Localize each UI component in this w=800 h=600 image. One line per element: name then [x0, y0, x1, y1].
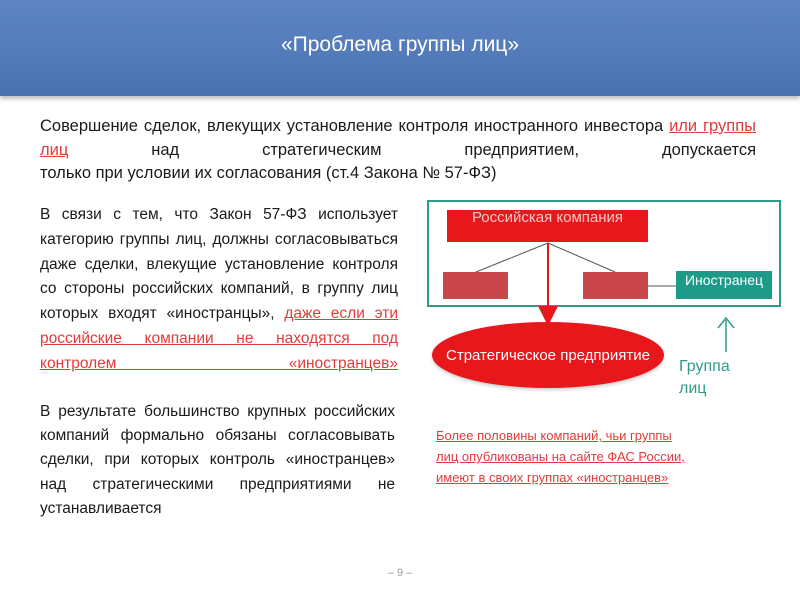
- intro-text-3: только при условии их согласования (ст.4 Закона № 57-ФЗ): [40, 164, 497, 182]
- slide-title: «Проблема группы лиц»: [280, 33, 520, 56]
- page-number: – 9 –: [387, 567, 413, 579]
- strategic-enterprise-ellipse: Стратегическое предприятие: [432, 322, 664, 388]
- result-text: В результате большинство крупных российских компаний формально обязаны согласовывать сделки, при которых контроль «иностранцев» над: [40, 403, 395, 493]
- intro-highlight: или группы лиц: [40, 117, 756, 159]
- intro-text-2: над стратегическим предприятием, допускается: [68, 140, 756, 159]
- connector-to-sub1: [476, 243, 548, 272]
- group-arrow-icon: [718, 318, 734, 352]
- russian-company-box: Российская компания: [447, 210, 648, 242]
- result-text-last: стратегическими предприятиями не устанавливается: [40, 475, 396, 517]
- foreign-entity-box: Иностранец: [676, 271, 772, 299]
- explanation-highlight: даже если эти российские компании не находятся под контролем «иностранцев»: [40, 305, 398, 372]
- subsidiary-box-2: [583, 272, 648, 299]
- explanation-text: В связи с тем, что Закон 57-ФЗ использует категорию группы лиц, должны согласовываться даже сделки, влекущие установление контроля со стороны российских компаний, в группу лиц которых входят «иностранцы»,: [40, 206, 398, 323]
- group-of-persons-label: Группа лиц: [679, 358, 730, 397]
- subsidiary-box-1: [443, 272, 508, 299]
- fas-note-link[interactable]: Более половины компаний, чьи группы лиц опубликованы на сайте ФАС России, имеют в своих группах «иностранцев»: [436, 428, 685, 485]
- connector-to-sub2: [548, 243, 615, 272]
- intro-text-1: Совершение сделок, влекущих установление контроля иностранного инвестора: [40, 117, 670, 135]
